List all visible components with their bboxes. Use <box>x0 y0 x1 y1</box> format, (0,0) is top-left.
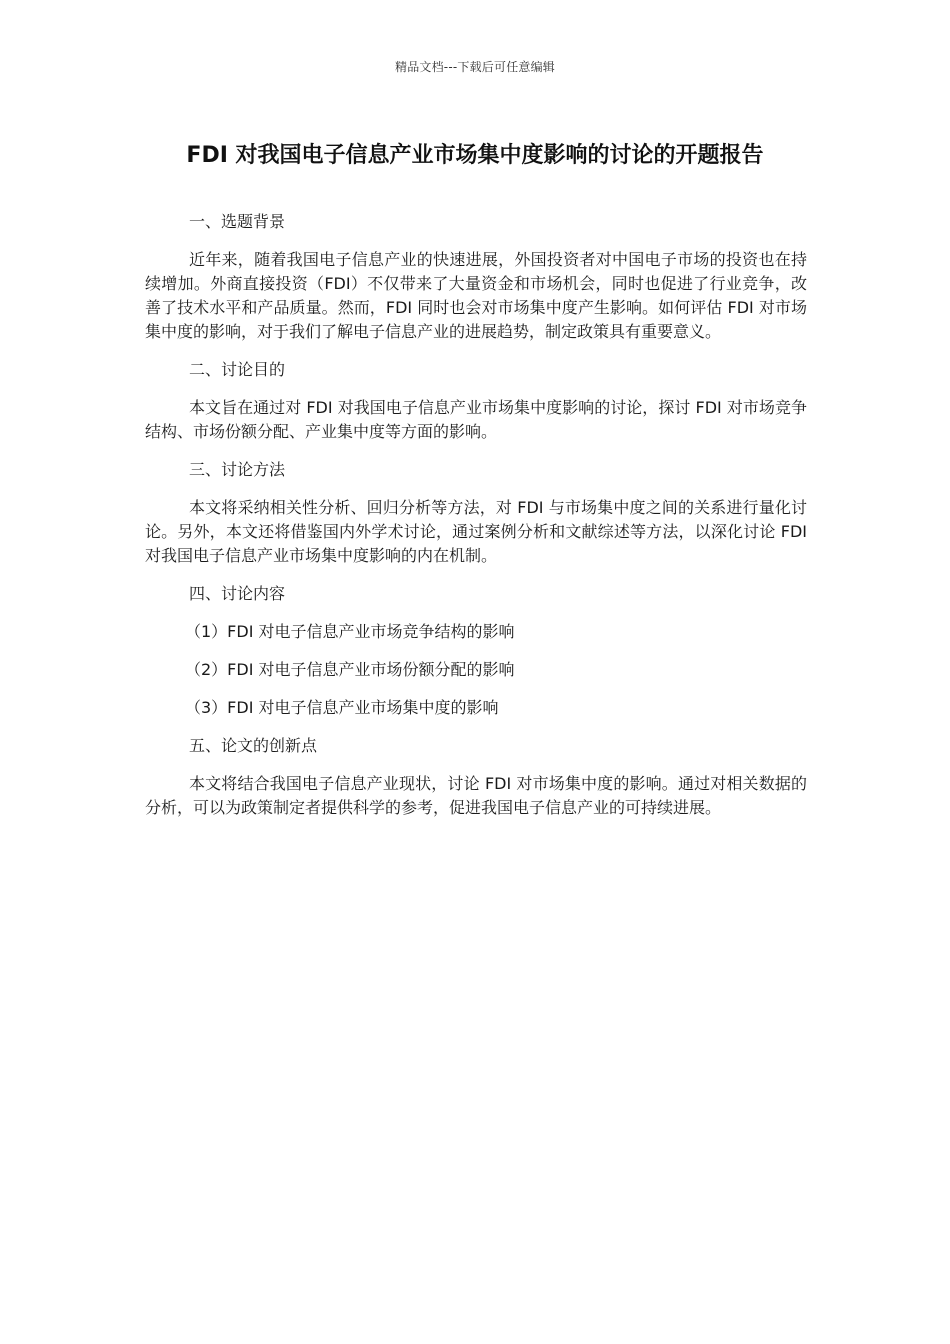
section-heading-purpose: 二、讨论目的 <box>189 360 286 379</box>
section-background <box>145 210 807 344</box>
document-body <box>145 210 807 820</box>
section-innovation <box>145 734 807 820</box>
section-heading-background: 一、选题背景 <box>189 212 286 231</box>
section-paragraph-purpose: 本文旨在通过对 FDI 对我国电子信息产业市场集中度影响的讨论，探讨 FDI 对市场竞争结构、市场份额分配、产业集中度等方面的影响。 <box>145 398 807 441</box>
document-title: FDI 对我国电子信息产业市场集中度影响的讨论的开题报告 <box>186 143 764 168</box>
section-paragraph-background: 近年来，随着我国电子信息产业的快速进展，外国投资者对中国电子市场的投资也在持续增加。外商直接投资（FDI）不仅带来了大量资金和市场机会，同时也促进了行业竞争，改善了技术水平和产品质量。然而，FDI 同时也会对市场集中度产生影响。如何评估 FDI 对市场集中度的影响，对于我们了解电子信息产业的进展趋势，制定政策具有重要意义。 <box>145 250 807 341</box>
section-heading-method: 三、讨论方法 <box>189 460 286 479</box>
section-purpose <box>145 358 807 444</box>
section-method <box>145 458 807 568</box>
section-paragraph-method: 本文将采纳相关性分析、回归分析等方法，对 FDI 与市场集中度之间的关系进行量化讨论。另外，本文还将借鉴国内外学术讨论，通过案例分析和文献综述等方法，以深化讨论 FDI 对我国电子信息产业市场集中度影响的内在机制。 <box>145 498 807 565</box>
section-heading-innovation: 五、论文的创新点 <box>189 736 318 755</box>
content-list-item: （1）FDI 对电子信息产业市场竞争结构的影响 <box>185 622 515 641</box>
section-paragraph-innovation: 本文将结合我国电子信息产业现状，讨论 FDI 对市场集中度的影响。通过对相关数据的分析，可以为政策制定者提供科学的参考，促进我国电子信息产业的可持续进展。 <box>145 774 807 817</box>
content-list-item: （3）FDI 对电子信息产业市场集中度的影响 <box>185 698 499 717</box>
section-heading-content: 四、讨论内容 <box>189 584 286 603</box>
content-list-item: （2）FDI 对电子信息产业市场份额分配的影响 <box>185 660 515 679</box>
header-note: 精品文档---下载后可任意编辑 <box>395 60 555 74</box>
section-content <box>145 582 807 720</box>
